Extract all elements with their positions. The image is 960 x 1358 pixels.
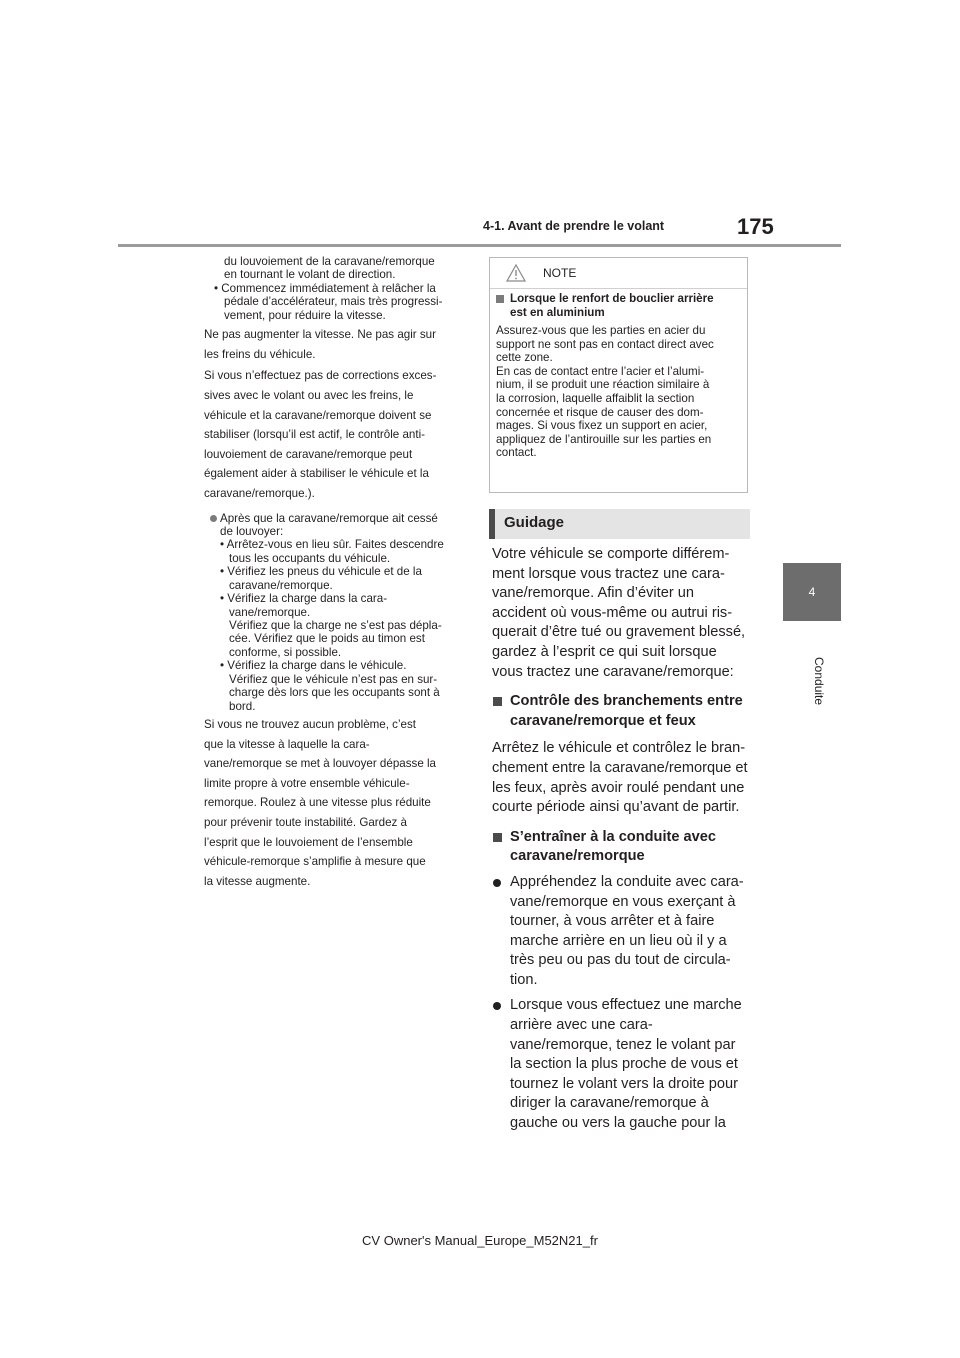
text-line: • Vérifiez les pneus du véhicule et de la xyxy=(220,565,422,579)
bullet-icon xyxy=(493,1002,501,1010)
text-line: Votre véhicule se comporte différem- xyxy=(492,546,730,562)
text-line: courte période ainsi qu’avant de partir. xyxy=(492,799,740,816)
sub-bullet xyxy=(204,282,468,322)
square-bullet-icon xyxy=(496,295,504,303)
note-header xyxy=(490,258,747,289)
subheading xyxy=(492,828,752,867)
text-line: de louvoyer: xyxy=(220,524,284,538)
text-line: louvoiement de caravane/remorque peut xyxy=(204,447,413,461)
text-line: les freins du véhicule. xyxy=(204,347,316,361)
paragraph xyxy=(492,739,752,817)
text-line: pour prévenir toute instabilité. Gardez à xyxy=(204,816,408,830)
text-line: Vérifiez que la charge ne s’est pas dépla- xyxy=(229,619,442,633)
left-column xyxy=(204,255,468,891)
text-line: querait d’être tué ou gravement blessé, xyxy=(492,624,746,641)
text-line: appliquez de l’antirouille sur les parties en xyxy=(496,432,712,446)
warning-triangle-icon xyxy=(506,264,526,287)
heading-accent xyxy=(489,509,495,539)
text-line: caravane/remorque. xyxy=(229,578,333,592)
text-line: véhicule-remorque s’amplifie à mesure que xyxy=(204,855,426,869)
note-text xyxy=(496,324,740,460)
text-line: cée. Vérifiez que le poids au timon est xyxy=(229,632,425,646)
right-column xyxy=(492,545,752,1134)
sub-bullet xyxy=(220,538,468,565)
text-line: vane/remorque se met à louvoyer dépasse la xyxy=(204,757,437,771)
text-line: sives avec le volant ou avec les freins, le xyxy=(204,388,414,402)
text-line: tion. xyxy=(510,971,538,988)
text-line: est en aluminium xyxy=(510,305,605,319)
header-rule xyxy=(118,244,841,247)
text-line: En cas de contact entre l’acier et l’alumi- xyxy=(496,364,705,378)
continued-text xyxy=(204,255,468,282)
text-line: gauche ou vers la gauche pour la xyxy=(510,1115,726,1132)
text-line: limite propre à votre ensemble véhicule- xyxy=(204,776,410,790)
note-title: NOTE xyxy=(543,266,577,280)
text-line: tous les occupants du véhicule. xyxy=(229,551,391,565)
text-line: Arrêtez le véhicule et contrôlez le bran- xyxy=(492,740,746,757)
text-line: en tournant le volant de direction. xyxy=(224,268,396,282)
text-line: pédale d’accélérateur, mais très progressi- xyxy=(224,295,443,309)
text-line: Appréhendez la conduite avec cara- xyxy=(510,873,744,890)
text-line: Lorsque vous effectuez une marche xyxy=(510,997,742,1014)
sub-bullet xyxy=(220,592,468,659)
header-section-title: 4-1. Avant de prendre le volant xyxy=(483,219,665,233)
text-line: Si vous n’effectuez pas de corrections exces- xyxy=(204,369,437,383)
sub-bullet xyxy=(220,659,468,713)
page-number: 175 xyxy=(737,214,774,239)
text-line: bord. xyxy=(229,699,256,713)
text-line: accident où vous-même ou autrui ris- xyxy=(492,604,733,621)
text-line: remorque. Roulez à une vitesse plus réduite xyxy=(204,796,431,810)
text-line: diriger la caravane/remorque à xyxy=(510,1095,709,1112)
text-line: concernée et risque de causer des dom- xyxy=(496,405,704,419)
text-line: Si vous ne trouvez aucun problème, c’est xyxy=(204,718,417,732)
paragraph xyxy=(204,715,468,891)
section-title: Guidage xyxy=(504,514,565,531)
text-line: arrière avec une cara- xyxy=(510,1017,653,1034)
text-line: la section la plus proche de vous et xyxy=(510,1056,738,1073)
text-line: marche arrière en un lieu où il y a xyxy=(510,932,727,949)
text-line: chement entre la caravane/remorque et xyxy=(492,759,748,776)
text-line: stabiliser (lorsqu’il est actif, le contrôle anti- xyxy=(204,428,426,442)
text-line: très peu ou pas du tout de circula- xyxy=(510,952,731,969)
text-line: S’entraîner à la conduite avec xyxy=(510,828,717,845)
text-line: mages. Si vous fixez un support en acier, xyxy=(496,419,708,433)
text-line: tournez le volant vers la droite pour xyxy=(510,1075,738,1092)
text-line: Après que la caravane/remorque ait cessé xyxy=(220,511,438,525)
text-line: vous tractez une caravane/remorque: xyxy=(492,663,734,680)
text-line: support ne sont pas en contact direct avec xyxy=(496,337,714,351)
paragraph xyxy=(204,366,468,503)
text-line: Vérifiez que le véhicule n’est pas en sur- xyxy=(229,672,438,686)
chapter-tab xyxy=(783,563,841,621)
text-line: conforme, si possible. xyxy=(229,645,342,659)
text-line: vane/remorque. Afin d’éviter un xyxy=(492,585,694,602)
note-body xyxy=(496,292,740,460)
text-line: Lorsque le renfort de bouclier arrière xyxy=(510,292,714,305)
chapter-number: 4 xyxy=(808,585,816,599)
text-line: nium, il se produit une réaction similaire à xyxy=(496,378,710,392)
text-line: • Vérifiez la charge dans la cara- xyxy=(220,592,388,606)
text-line: véhicule et la caravane/remorque doivent se xyxy=(204,408,432,422)
subheading xyxy=(492,692,752,731)
text-line: également aider à stabiliser le véhicule et la xyxy=(204,467,429,481)
text-line: charge dès lors que les occupants sont à xyxy=(229,686,440,700)
text-line: vane/remorque. xyxy=(229,605,311,619)
footer-manual-id: CV Owner's Manual_Europe_M52N21_fr xyxy=(362,1233,598,1248)
sub-bullet xyxy=(220,565,468,592)
circle-bullet-icon xyxy=(210,515,217,522)
text-line: la vitesse augmente. xyxy=(204,874,311,888)
text-line: que la vitesse à laquelle la cara- xyxy=(204,737,370,751)
text-line: l’esprit que le louvoiement de l’ensemble xyxy=(204,835,413,849)
chapter-label: Conduite xyxy=(812,657,826,706)
square-bullet-icon xyxy=(493,833,502,842)
text-line: cette zone. xyxy=(496,351,553,365)
square-bullet-icon xyxy=(493,697,502,706)
text-line: vane/remorque, tenez le volant par xyxy=(510,1036,736,1053)
text-line: • Vérifiez la charge dans le véhicule. xyxy=(220,659,407,673)
text-line: les feux, après avoir roulé pendant une xyxy=(492,779,745,796)
text-line: Ne pas augmenter la vitesse. Ne pas agir sur xyxy=(204,328,436,342)
bullet-icon xyxy=(493,879,501,887)
paragraph xyxy=(204,325,468,364)
text-line: vane/remorque en vous exerçant à xyxy=(510,893,736,910)
text-line: la corrosion, laquelle affaiblit la section xyxy=(496,391,695,405)
section-heading-bar xyxy=(489,509,750,539)
bullet-item xyxy=(492,996,752,1133)
note-box xyxy=(489,257,748,493)
text-line: • Commencez immédiatement à relâcher la xyxy=(214,281,436,295)
circle-bullet-item xyxy=(204,512,468,714)
note-heading xyxy=(496,292,740,319)
text-line: caravane/remorque.). xyxy=(204,486,315,500)
text-line: Assurez-vous que les parties en acier du xyxy=(496,324,706,338)
text-line: • Arrêtez-vous en lieu sûr. Faites descendre xyxy=(220,538,444,552)
text-line: vement, pour réduire la vitesse. xyxy=(224,308,386,322)
text-line: caravane/remorque et feux xyxy=(510,712,696,729)
intro-paragraph xyxy=(492,545,752,682)
text-line: Contrôle des branchements entre xyxy=(510,693,743,710)
bullet-item xyxy=(492,873,752,991)
text-line: tourner, à vous arrêter et à faire xyxy=(510,913,715,930)
text-line: contact. xyxy=(496,446,537,460)
text-line: ment lorsque vous tractez une cara- xyxy=(492,565,725,582)
text-line: du louvoiement de la caravane/remorque xyxy=(224,255,435,268)
text-line: gardez à l’esprit ce qui suit lorsque xyxy=(492,643,717,660)
text-line: caravane/remorque xyxy=(510,848,645,865)
